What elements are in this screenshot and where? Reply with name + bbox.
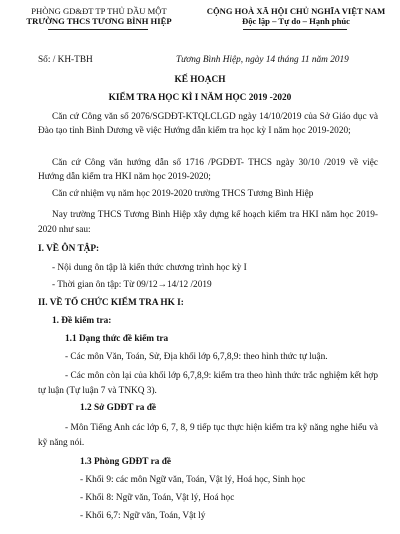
section-2-item-1-1-a: - Các môn Văn, Toán, Sử, Địa khối lớp 6,7,8,9: theo hình thức tự luận. (65, 352, 328, 362)
section-2-sub-1-3: 1.3 Phòng GDĐT ra đề (80, 457, 171, 467)
section-1-item-2: - Thời gian ôn tập: Từ 09/12→14/12 /2019 (52, 280, 212, 290)
section-2-sub-1: 1. Đề kiểm tra: (52, 316, 112, 326)
section-2-item-1-3-b: - Khối 8: Ngữ văn, Toán, Vật lý, Hoá học (80, 493, 235, 503)
paragraph-intro: Nay trường THCS Tương Bình Hiệp xây dựng kế hoạch kiểm tra HKI năm học 2019-2020 như sau: (38, 210, 378, 235)
paragraph-basis-2: Căn cứ Công văn hướng dẫn số 1716 /PGDĐT- THCS ngày 30/10 /2019 về việc Hướng dẫn kiểm tra HKI năm học 2019-2020; (38, 158, 378, 182)
section-1-item-1: - Nội dung ôn tập là kiến thức chương trình học kỳ I (52, 263, 247, 273)
section-2-sub-1-1: 1.1 Dạng thức đề kiểm tra (65, 334, 169, 344)
paragraph-basis-3: Căn cứ nhiệm vụ năm học 2019-2020 trường THCS Tương Bình Hiệp (52, 189, 314, 199)
motto: Độc lập – Tự do – Hạnh phúc (242, 16, 350, 26)
paragraph-basis-1: Căn cứ Công văn số 2076/SGDĐT-KTQLCLGD ngày 14/10/2019 của Sở Giáo dục và Đào tạo tỉnh Bình Dương về việc Hướng dẫn kiểm tra học kỳ I năm học 2019-2020; (38, 112, 378, 136)
school-name: TRƯỜNG THCS TƯƠNG BÌNH HIỆP (26, 16, 172, 26)
document-subtitle: KIỂM TRA HỌC KÌ I NĂM HỌC 2019 -2020 (108, 93, 292, 103)
section-2-heading: II. VỀ TỔ CHỨC KIỂM TRA HK I: (38, 298, 184, 308)
section-2-item-1-1-b: - Các môn còn lại của khối lớp 6,7,8,9: kiểm tra theo hình thức trắc nghiệm kết hợp tự luận (Tự luận 7 và TNKQ 3). (38, 371, 378, 396)
agency-name: PHÒNG GD&ĐT TP THỦ DẦU MỘT (31, 6, 167, 16)
document-title: KẾ HOẠCH (174, 75, 226, 85)
section-2-item-1-3-a: - Khối 9: các môn Ngữ văn, Toán, Vật lý, Hoá học, Sinh học (80, 475, 306, 485)
document-number: Số: / KH-TBH (38, 55, 93, 65)
section-1-heading: I. VỀ ÔN TẬP: (38, 244, 100, 254)
header-right-underline (243, 29, 347, 30)
section-2-item-1-3-c: - Khối 6,7: Ngữ văn, Toán, Vật lý (80, 511, 206, 521)
country-name: CỘNG HOÀ XÃ HỘI CHỦ NGHĨA VIỆT NAM (206, 6, 386, 16)
section-2-item-1-2-a: - Môn Tiếng Anh các lớp 6, 7, 8, 9 tiếp tục thực hiện kiểm tra kỹ năng nghe hiểu và kỹ năng nói. (38, 423, 378, 448)
header-left-underline (48, 29, 148, 30)
place-date: Tương Bình Hiệp, ngày 14 tháng 11 năm 2019 (176, 55, 349, 65)
section-2-sub-1-2: 1.2 Sở GDĐT ra đề (80, 403, 157, 413)
